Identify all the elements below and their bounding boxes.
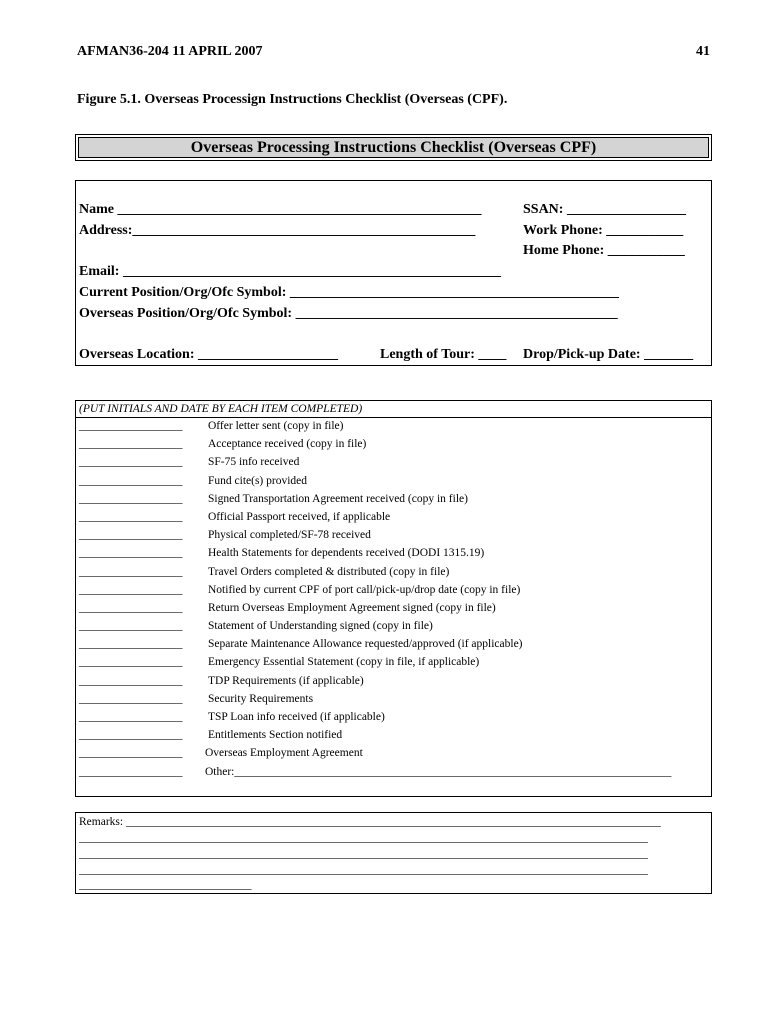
checklist-item-label: Health Statements for dependents received (DODI 1315.19) — [208, 547, 485, 560]
initials-date-blank[interactable]: __________________ — [79, 456, 183, 469]
checklist-item-label: TSP Loan info received (if applicable) — [208, 711, 385, 723]
checklist-row — [76, 620, 711, 638]
checklist-item-label: Security Requirements — [208, 692, 314, 705]
initials-date-blank[interactable]: __________________ — [79, 474, 183, 487]
checklist-item-label: Return Overseas Employment Agreement signed (copy in file) — [208, 601, 496, 614]
overseas-position-field[interactable]: Overseas Position/Org/Ofc Symbol: ______________________________________________ — [79, 306, 618, 321]
initials-date-blank[interactable]: __________________ — [79, 711, 183, 723]
figure-caption: Figure 5.1. Overseas Processign Instructions Checklist (Overseas (CPF). — [77, 92, 508, 107]
length-of-tour-field[interactable]: Length of Tour: ____ — [380, 347, 507, 362]
remarks-line[interactable]: ___________________________________________________________________________________________________ — [79, 848, 649, 860]
initials-date-blank[interactable]: __________________ — [79, 765, 183, 778]
checklist-item-label: Official Passport received, if applicable — [208, 510, 391, 523]
remarks-line[interactable]: ___________________________________________________________________________________________________ — [79, 864, 649, 876]
email-field[interactable]: Email: ______________________________________________________ — [79, 264, 501, 279]
checklist-row — [76, 493, 711, 511]
initials-date-blank[interactable]: __________________ — [79, 638, 183, 651]
initials-date-blank[interactable]: __________________ — [79, 565, 183, 578]
checklist-item-label: Fund cite(s) provided — [208, 474, 308, 487]
checklist-box — [75, 400, 712, 797]
remarks-line[interactable]: Remarks: _____________________________________________________________________________________________ — [79, 816, 661, 828]
checklist-item-label: Acceptance received (copy in file) — [208, 438, 367, 451]
checklist-row — [76, 638, 711, 656]
initials-date-blank[interactable]: __________________ — [79, 547, 183, 560]
form-title: Overseas Processing Instructions Checklist (Overseas CPF) — [78, 137, 709, 158]
checklist-item-label: Entitlements Section notified — [208, 729, 343, 742]
initials-date-blank[interactable]: __________________ — [79, 692, 183, 705]
page-header — [77, 44, 710, 62]
checklist-item-label: Signed Transportation Agreement received (copy in file) — [208, 492, 468, 505]
ssan-field[interactable]: SSAN: _________________ — [523, 202, 686, 217]
initials-date-blank[interactable]: __________________ — [79, 420, 183, 432]
remarks-line[interactable]: ___________________________________________________________________________________________________ — [79, 832, 649, 844]
initials-date-blank[interactable]: __________________ — [79, 510, 183, 523]
initials-date-blank[interactable]: __________________ — [79, 438, 183, 451]
checklist-row — [76, 511, 711, 529]
initials-date-blank[interactable]: __________________ — [79, 529, 183, 542]
checklist-row — [76, 675, 711, 693]
checklist-row — [76, 747, 711, 765]
initials-date-blank[interactable]: __________________ — [79, 747, 183, 760]
work-phone-field[interactable]: Work Phone: ___________ — [523, 223, 684, 238]
checklist-row — [76, 566, 711, 584]
overseas-location-field[interactable]: Overseas Location: ____________________ — [79, 347, 338, 362]
checklist-row — [76, 656, 711, 674]
current-position-field[interactable]: Current Position/Org/Ofc Symbol: _______________________________________________ — [79, 285, 619, 300]
checklist-row — [76, 420, 711, 438]
checklist-item-label: Offer letter sent (copy in file) — [208, 420, 344, 432]
checklist-row — [76, 693, 711, 711]
initials-date-blank[interactable]: __________________ — [79, 729, 183, 742]
checklist-row — [76, 729, 711, 747]
checklist-row — [76, 602, 711, 620]
checklist-item-label: Separate Maintenance Allowance requested/approved (if applicable) — [208, 638, 523, 651]
checklist-row — [76, 529, 711, 547]
checklist-row — [76, 475, 711, 493]
document-id: AFMAN36-204 11 APRIL 2007 — [77, 44, 263, 59]
name-field[interactable]: Name ____________________________________________________ — [79, 202, 482, 217]
checklist-item-label: Other:____________________________________________________________________________ — [205, 765, 672, 778]
form-title-box — [75, 134, 712, 161]
checklist-row — [76, 438, 711, 456]
page-number: 41 — [696, 44, 710, 59]
checklist-item-label: Physical completed/SF-78 received — [208, 529, 371, 542]
checklist-item-label: Notified by current CPF of port call/pick-up/drop date (copy in file) — [208, 583, 521, 596]
initials-date-blank[interactable]: __________________ — [79, 601, 183, 614]
initials-date-blank[interactable]: __________________ — [79, 492, 183, 505]
personal-info-box — [75, 180, 712, 366]
checklist-item-label: SF-75 info received — [208, 456, 300, 469]
checklist-row — [76, 456, 711, 474]
checklist-item-label: TDP Requirements (if applicable) — [208, 674, 364, 687]
checklist-items — [76, 420, 711, 784]
address-field[interactable]: Address:_________________________________________________ — [79, 223, 476, 238]
checklist-item-label: Statement of Understanding signed (copy in file) — [208, 620, 433, 633]
initials-date-blank[interactable]: __________________ — [79, 674, 183, 687]
home-phone-field[interactable]: Home Phone: ___________ — [523, 243, 685, 258]
drop-pickup-date-field[interactable]: Drop/Pick-up Date: _______ — [523, 347, 694, 362]
checklist-instruction: (PUT INITIALS AND DATE BY EACH ITEM COMPLETED) — [76, 401, 711, 418]
checklist-row — [76, 711, 711, 729]
remarks-box — [75, 812, 712, 894]
remarks-line[interactable]: ______________________________ — [79, 879, 252, 891]
checklist-item-label: Overseas Employment Agreement — [205, 747, 363, 760]
initials-date-blank[interactable]: __________________ — [79, 620, 183, 633]
initials-date-blank[interactable]: __________________ — [79, 583, 183, 596]
checklist-item-label: Emergency Essential Statement (copy in file, if applicable) — [208, 656, 480, 669]
checklist-item-label: Travel Orders completed & distributed (copy in file) — [208, 565, 450, 578]
initials-date-blank[interactable]: __________________ — [79, 656, 183, 669]
checklist-row — [76, 584, 711, 602]
checklist-row — [76, 547, 711, 565]
checklist-row — [76, 766, 711, 784]
